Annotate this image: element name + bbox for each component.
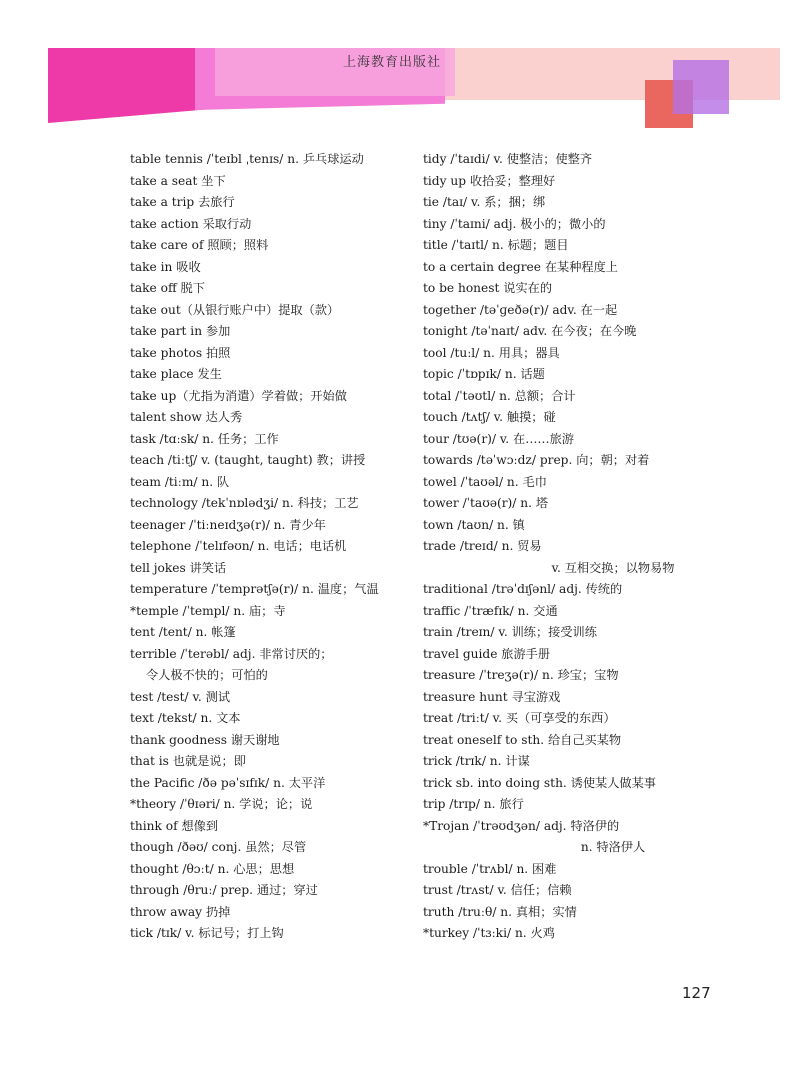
glossary-entry: *temple /ˈtempl/ n. 庙；寺 [130,603,286,618]
glossary-entry: tidy up 收拾妥；整理好 [423,173,556,188]
glossary-entry: telephone /ˈtelɪfəʊn/ n. 电话；电话机 [130,539,347,553]
glossary-entry: treasure hunt 寻宝游戏 [423,689,561,704]
glossary-entry: total /ˈtəʊtl/ n. 总额；合计 [423,388,576,403]
glossary-entry: tell jokes 讲笑话 [130,560,227,575]
glossary-entry: think of 想像到 [130,818,219,833]
glossary-entry: title /ˈtaɪtl/ n. 标题；题目 [423,238,569,252]
glossary-entry: treasure /ˈtreʒə(r)/ n. 珍宝；宝物 [423,668,619,682]
glossary-entry: take care of 照顾；照料 [130,238,269,252]
glossary-entry: take a seat 坐下 [130,173,226,188]
glossary-entry: take up（尤指为消遣）学着做；开始做 [130,388,347,403]
glossary-entry: truth /truːθ/ n. 真相；实情 [423,904,577,919]
glossary-entry: train /treɪn/ v. 训练；接受训练 [423,625,597,639]
glossary-entry: tiny /ˈtaɪni/ adj. 极小的；微小的 [423,216,606,231]
glossary-entry: text /tekst/ n. 文本 [130,711,241,725]
glossary-entry: together /təˈɡeðə(r)/ adv. 在一起 [423,302,618,317]
glossary-entry: take out（从银行账户中）提取（款） [130,302,340,317]
glossary-entry: tower /ˈtaʊə(r)/ n. 塔 [423,496,549,510]
glossary-entry: the Pacific /ðə pəˈsɪfɪk/ n. 太平洋 [130,775,326,790]
glossary-entry: tool /tuːl/ n. 用具；器具 [423,345,560,360]
glossary-entry: table tennis /ˈteɪbl ˌtenɪs/ n. 乒乓球运动 [130,152,364,166]
glossary-entry: topic /ˈtɒpɪk/ n. 话题 [423,367,545,381]
glossary-entry: trick /trɪk/ n. 计谋 [423,754,530,768]
glossary-entry: tonight /təˈnaɪt/ adv. 在今夜；在今晚 [423,324,637,338]
glossary-entry: trust /trʌst/ v. 信任；信赖 [423,883,572,897]
glossary-entry: take part in 参加 [130,324,231,338]
glossary-entry: tidy /ˈtaɪdi/ v. 使整洁；使整齐 [423,152,593,166]
glossary-entry: traditional /trəˈdɪʃənl/ adj. 传统的 [423,582,623,596]
glossary-entry: task /tɑːsk/ n. 任务；工作 [130,431,279,446]
glossary-entry: trip /trɪp/ n. 旅行 [423,797,524,811]
glossary-entry: test /test/ v. 测试 [130,689,231,704]
glossary-entry: n. 特洛伊人 [580,840,646,854]
glossary-entry: trick sb. into doing sth. 诱使某人做某事 [423,775,656,790]
glossary-entry: technology /tekˈnɒlədʒi/ n. 科技；工艺 [130,496,359,510]
glossary-entry: tent /tent/ n. 帐篷 [130,625,236,639]
glossary-entry: temperature /ˈtemprətʃə(r)/ n. 温度；气温 [130,582,379,596]
glossary-entry: teach /tiːtʃ/ v. (taught, taught) 教；讲授 [130,453,366,467]
glossary-entry: treat oneself to sth. 给自己买某物 [423,732,622,747]
glossary-entry: though /ðəʊ/ conj. 虽然；尽管 [130,840,307,854]
glossary-entry: *Trojan /ˈtrəʊdʒən/ adj. 特洛伊的 [423,818,620,833]
glossary-entry: to be honest 说实在的 [423,281,553,295]
glossary-entry: teenager /ˈtiːneɪdʒə(r)/ n. 青少年 [130,517,326,532]
glossary-entry: town /taʊn/ n. 镇 [423,517,525,532]
glossary-entry: towel /ˈtaʊəl/ n. 毛巾 [423,474,547,489]
glossary-entry: thank goodness 谢天谢地 [130,732,280,747]
glossary-column-right [423,149,743,945]
glossary-entry: trouble /ˈtrʌbl/ n. 困难 [423,861,557,876]
glossary-entry: thought /θɔːt/ n. 心思；思想 [130,861,295,876]
glossary-entry: v. 互相交换；以物易物 [551,560,675,575]
glossary-entry: take off 脱下 [130,281,205,295]
glossary-entry: 令人极不快的；可怕的 [146,668,268,682]
glossary-entry: team /tiːm/ n. 队 [130,474,230,489]
glossary-entry: talent show 达人秀 [130,410,243,424]
glossary-entry: throw away 扔掉 [130,904,231,919]
glossary-entry: *theory /ˈθɪəri/ n. 学说；论；说 [130,797,313,811]
glossary-entry: take place 发生 [130,367,222,381]
glossary-entry: *turkey /ˈtɜːki/ n. 火鸡 [423,926,555,940]
glossary-column-left [130,149,430,945]
glossary-entry: travel guide 旅游手册 [423,646,551,661]
glossary-entry: that is 也就是说；即 [130,754,246,768]
glossary-entry: to a certain degree 在某种程度上 [423,259,618,274]
glossary-entry: tick /tɪk/ v. 标记号；打上钩 [130,926,284,940]
glossary-entry: take photos 拍照 [130,345,231,360]
glossary-entry: terrible /ˈterəbl/ adj. 非常讨厌的； [130,646,333,661]
glossary-entry: take in 吸收 [130,259,201,274]
glossary-entry: treat /triːt/ v. 买（可享受的东西） [423,711,616,725]
glossary-entry: tie /taɪ/ v. 系；捆；绑 [423,195,546,209]
glossary-entry: touch /tʌtʃ/ v. 触摸；碰 [423,410,556,424]
glossary-entry: through /θruː/ prep. 通过；穿过 [130,883,318,897]
glossary-entry: trade /treɪd/ n. 贸易 [423,539,542,553]
glossary-entry: towards /təˈwɔːdz/ prep. 向；朝；对着 [423,453,650,467]
glossary-entry: take a trip 去旅行 [130,195,235,209]
page-number: 127 [682,984,711,1002]
header-square-violet [673,60,729,114]
glossary-entry: take action 采取行动 [130,216,252,231]
glossary-entry: traffic /ˈtræfɪk/ n. 交通 [423,603,558,618]
glossary-entry: tour /tʊə(r)/ v. 在……旅游 [423,431,574,446]
publisher-name: 上海教育出版社 [343,55,442,70]
